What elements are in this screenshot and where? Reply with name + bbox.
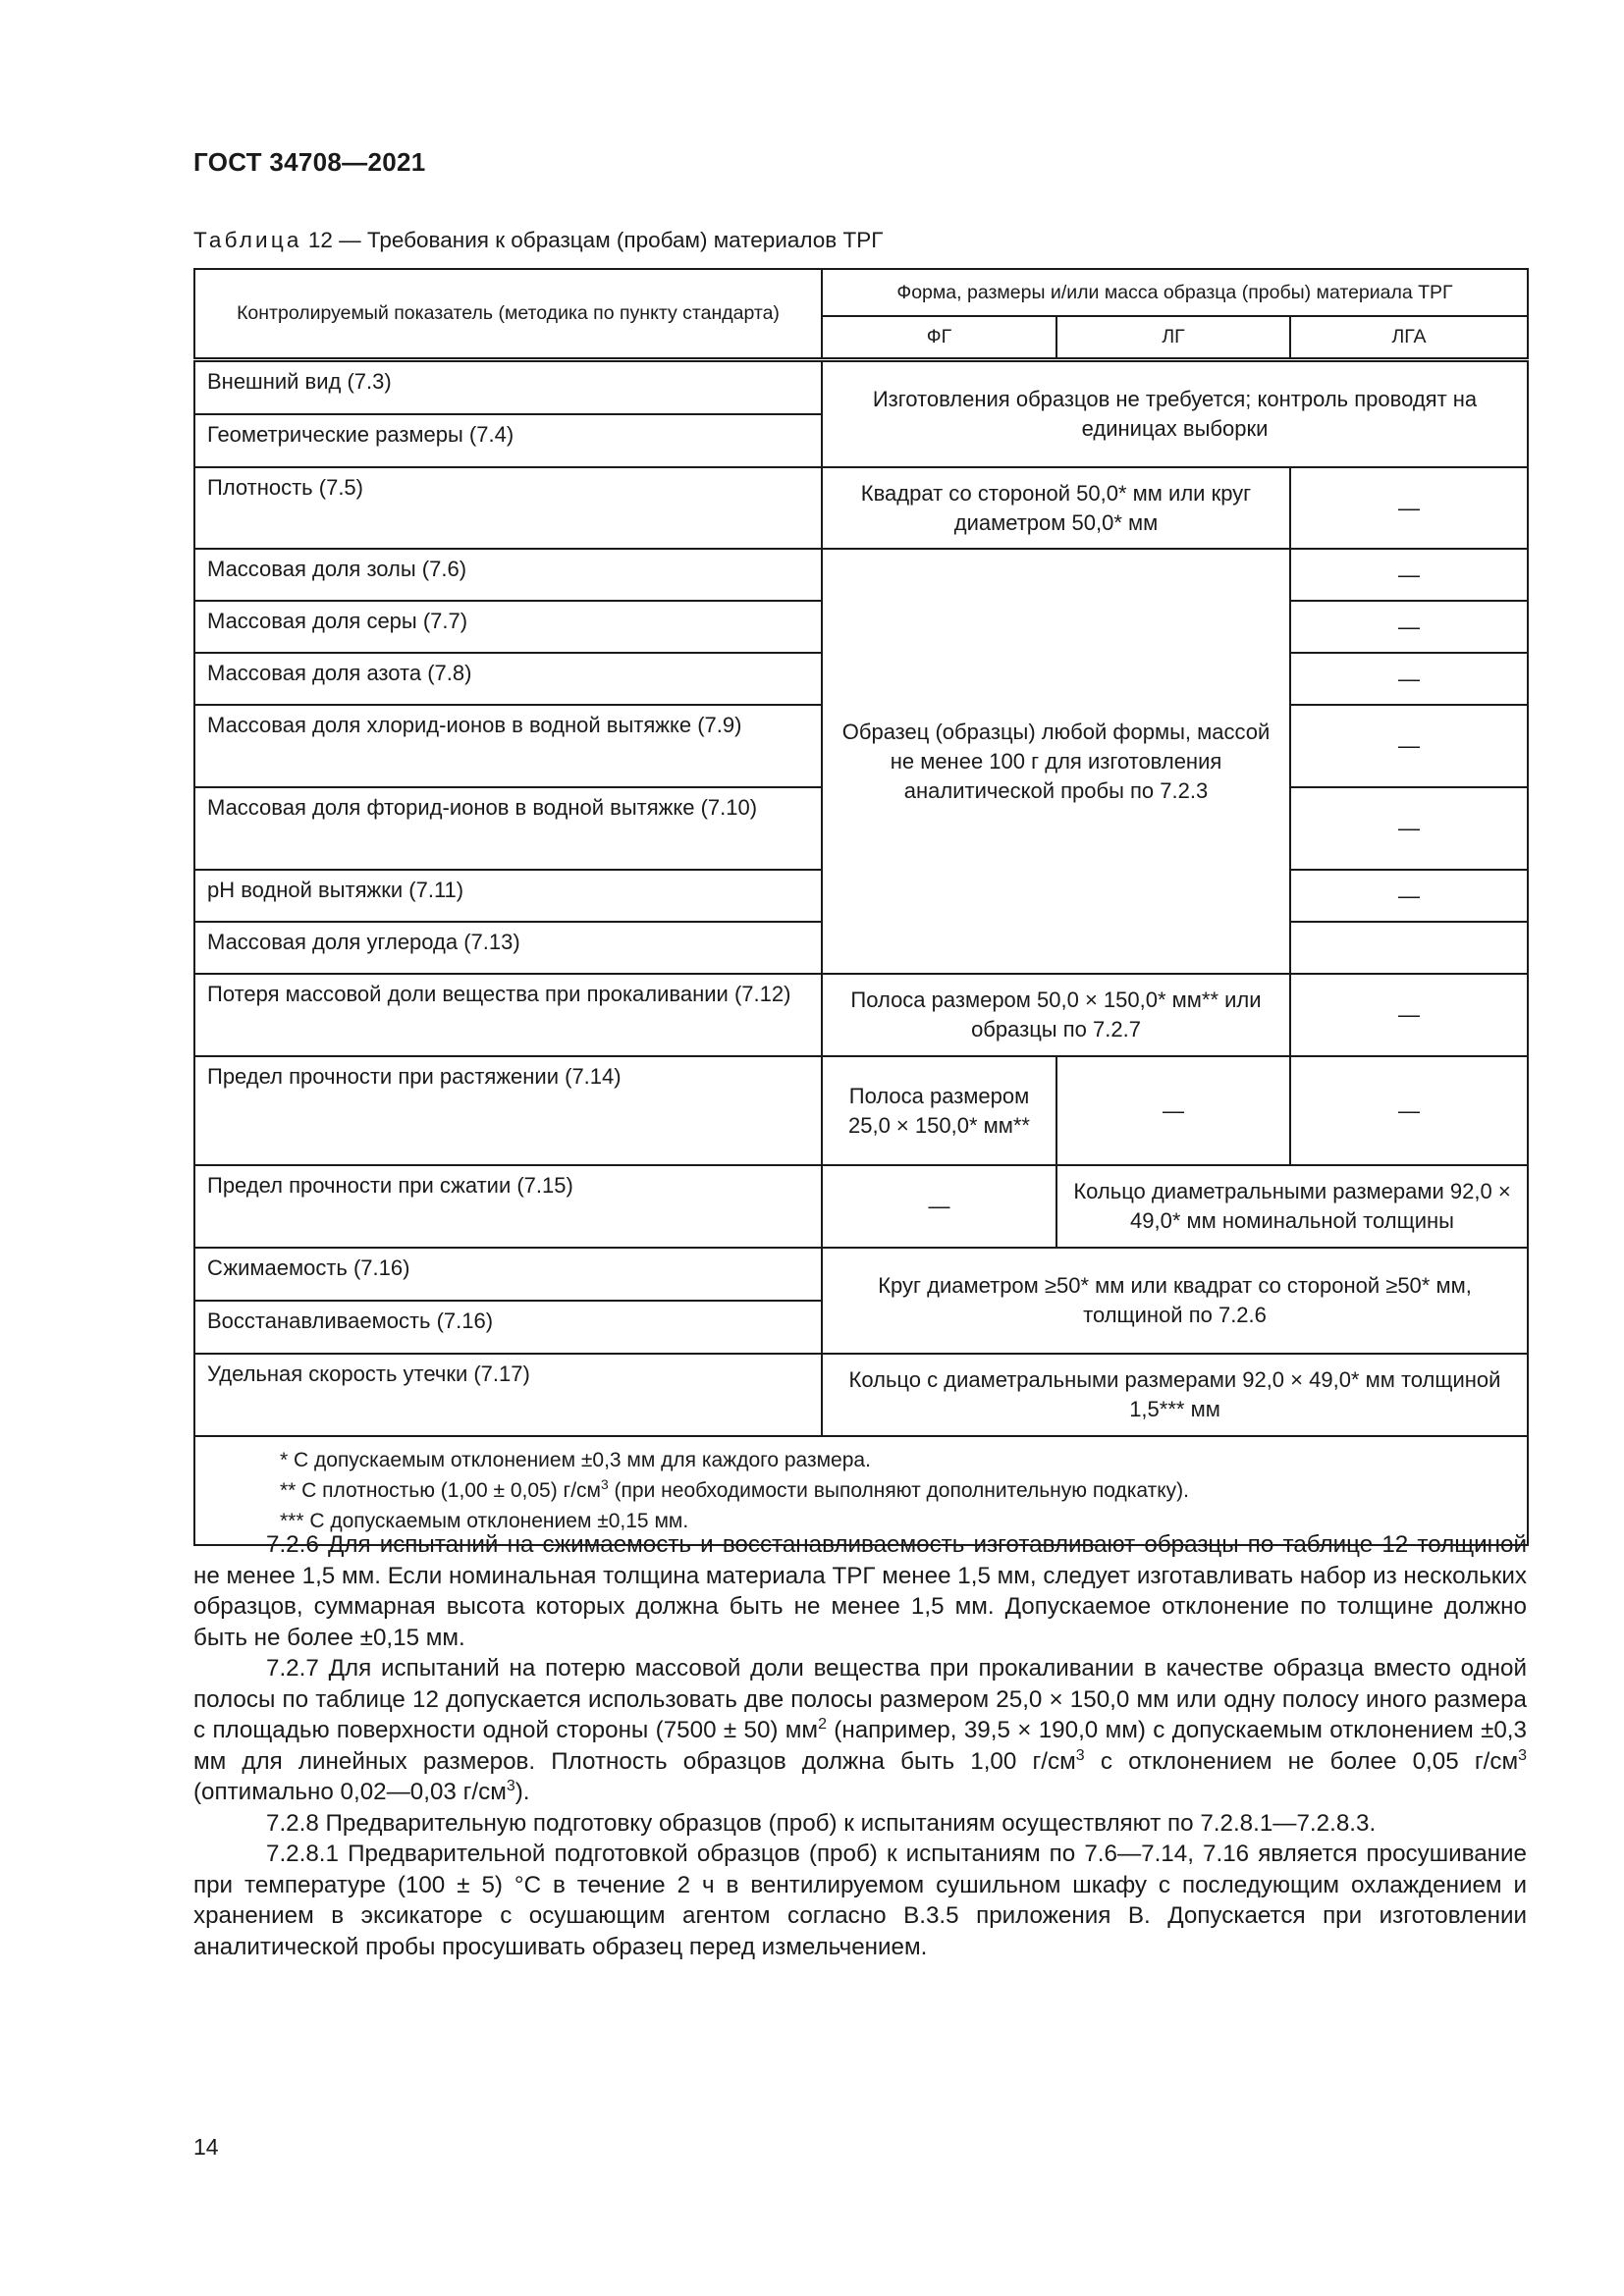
dash-cell: — [1290,787,1528,870]
column-header-lga: ЛГА [1290,316,1528,360]
form-cell: Образец (образцы) любой формы, массой не менее 100 г для изготовления аналитической пробы по 7.2.3 [822,549,1290,974]
indicator-cell: Сжимаемость (7.16) [194,1248,822,1301]
paragraph-7-2-6: 7.2.6 Для испытаний на сжимаемость и восстанавливаемость изготавливают образцы по таблице 12 толщиной не менее 1,5 мм. Если номинальная толщина материала ТРГ менее 1,5 мм, следует изготавливать набор из нескольких образцов, суммарная высота которых должна быть не менее 1,5 мм. Допускаемое отклонение по толщине должно быть не более ±0,15 мм. [193,1531,1527,1651]
dash-cell: — [1290,705,1528,787]
indicator-cell: Массовая доля золы (7.6) [194,549,822,601]
requirements-table [193,268,1529,1546]
indicator-cell: Удельная скорость утечки (7.17) [194,1354,822,1436]
dash-cell: — [1290,601,1528,653]
indicator-cell: pH водной вытяжки (7.11) [194,870,822,922]
footnote: ** С плотностью (1,00 ± 0,05) $г/см^3$ (при необходимости выполняют дополнительную подкатку). [280,1476,1189,1502]
column-header-indicator: Контролируемый показатель (методика по пункту стандарта) [194,269,822,360]
dash-cell: — [822,1165,1056,1248]
table-row [194,1248,1528,1301]
dash-cell: — [1290,653,1528,705]
column-header-lg: ЛГ [1056,316,1290,360]
dash-cell: — [1290,549,1528,601]
empty-cell [1290,922,1528,974]
page-number: 14 [193,2134,219,2160]
dash-cell: — [1290,870,1528,922]
indicator-cell: Массовая доля азота (7.8) [194,653,822,705]
table-row [194,1165,1528,1248]
table-row [194,549,1528,601]
dash-cell: — [1056,1056,1290,1165]
form-cell: Кольцо с диаметральными размерами 92,0 × 49,0* мм толщиной 1,5*** мм [822,1354,1528,1436]
footnote: * С допускаемым отклонением ±0,3 мм для каждого размера. [280,1449,871,1471]
indicator-cell: Потеря массовой доли вещества при прокаливании (7.12) [194,974,822,1056]
indicator-cell: Предел прочности при сжатии (7.15) [194,1165,822,1248]
table-caption [193,228,883,253]
table-caption-word: Таблица [193,228,302,252]
table-row [194,974,1528,1056]
indicator-cell: Массовая доля углерода (7.13) [194,922,822,974]
table-row [194,467,1528,549]
form-cell: Квадрат со стороной 50,0* мм или круг диаметром 50,0* мм [822,467,1290,549]
paragraph-7-2-8-1: 7.2.8.1 Предварительной подготовкой образцов (проб) к испытаниям по 7.6—7.14, 7.16 является просушивание при температуре (100 ± 5) °С в течение 2 ч в вентилируемом сушильном шкафу с последующим охлаждением и хранением в эксикаторе с осушающим агентом согласно В.3.5 приложения В. Допускается при изготовлении аналитической пробы просушивать образец перед измельчением. [193,1841,1527,1960]
dash-cell: — [1290,974,1528,1056]
form-cell: Изготовления образцов не требуется; контроль проводят на единицах выборки [822,360,1528,468]
table-row [194,1056,1528,1165]
indicator-cell: Массовая доля серы (7.7) [194,601,822,653]
table-row [194,1354,1528,1436]
column-header-fg: ФГ [822,316,1056,360]
footnote: *** С допускаемым отклонением ±0,15 мм. [280,1510,689,1532]
document-code: ГОСТ 34708—2021 [193,147,426,177]
body-text [193,1529,1527,1962]
indicator-cell: Массовая доля хлорид-ионов в водной вытяжке (7.9) [194,705,822,787]
form-cell: Кольцо диаметральными размерами 92,0 × 49,0* мм номинальной толщины [1056,1165,1528,1248]
table-row [194,360,1528,415]
indicator-cell: Массовая доля фторид-ионов в водной вытяжке (7.10) [194,787,822,870]
dash-cell: — [1290,467,1528,549]
column-header-form: Форма, размеры и/или масса образца (пробы) материала ТРГ [822,269,1528,316]
indicator-cell: Плотность (7.5) [194,467,822,549]
dash-cell: — [1290,1056,1528,1165]
indicator-cell: Предел прочности при растяжении (7.14) [194,1056,822,1165]
indicator-cell: Геометрические размеры (7.4) [194,414,822,467]
form-cell: Полоса размером 50,0 × 150,0* мм** или образцы по 7.2.7 [822,974,1290,1056]
paragraph-7-2-7: 7.2.7 Для испытаний на потерю массовой доли вещества при прокаливании в качестве образца вместо одной полосы по таблице 12 допускается использовать две полосы размером 25,0 × 150,0 мм или одну полосу иного размера с площадью поверхности одной стороны (7500 ± 50) $мм^2$ (например, 39,5 × 190,0 мм) с допускаемым отклонением ±0,3 мм для линейных размеров. Плотность образцов должна быть 1,00 $г/см^3$ с отклонением не более 0,05 $г/см^3$ (оптимально 0,02—0,03 $г/см^3$). [193,1655,1527,1805]
indicator-cell: Внешний вид (7.3) [194,360,822,415]
form-cell: Полоса размером 25,0 × 150,0* мм** [822,1056,1056,1165]
table-caption-title: 12 — Требования к образцам (пробам) материалов ТРГ [301,228,884,252]
form-cell: Круг диаметром ≥50* мм или квадрат со стороной ≥50* мм, толщиной по 7.2.6 [822,1248,1528,1354]
paragraph-7-2-8: 7.2.8 Предварительную подготовку образцов (проб) к испытаниям осуществляют по 7.2.8.1—7.2.8.3. [266,1809,1377,1837]
indicator-cell: Восстанавливаемость (7.16) [194,1301,822,1354]
